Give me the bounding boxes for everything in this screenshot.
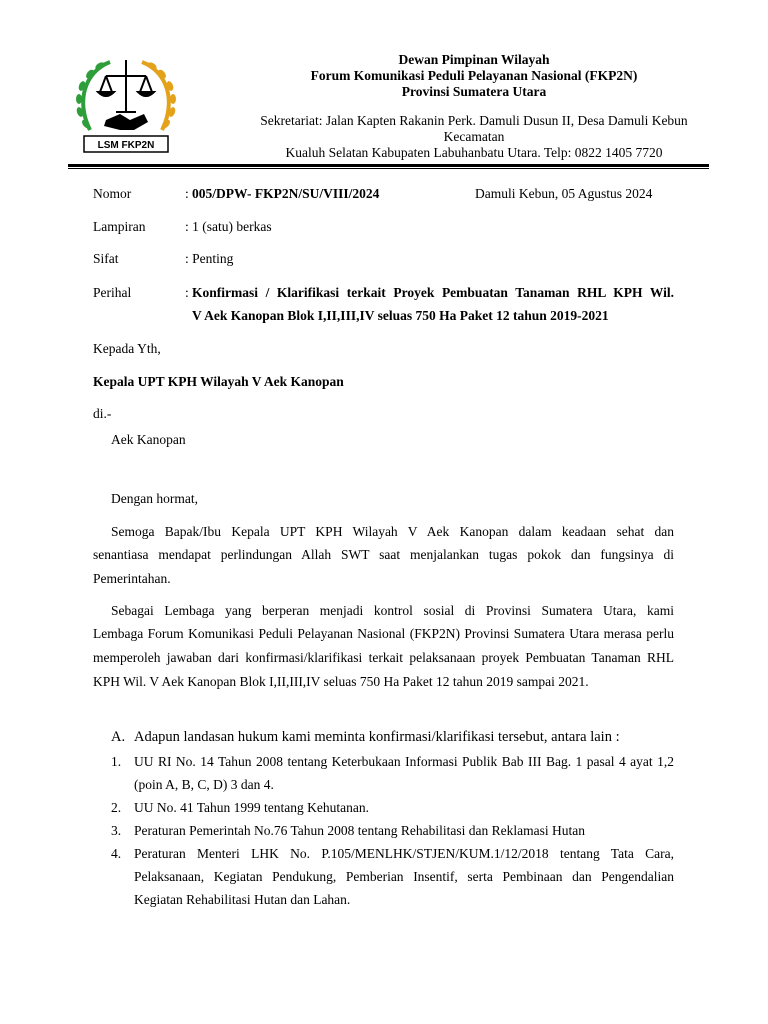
letterhead-divider-thin bbox=[68, 168, 709, 169]
list-item-number: 3. bbox=[111, 823, 122, 838]
section-a-marker: A. bbox=[111, 729, 126, 745]
sifat-label: Sifat bbox=[93, 251, 119, 266]
address-line1: Sekretariat: Jalan Kapten Rakanin Perk. Damuli Dusun II, Desa Damuli Kebun bbox=[260, 113, 688, 128]
paragraph-2-first-line: Sebagai Lembaga yang berperan menjadi kontrol sosial di Provinsi Sumatera Utara, kami bbox=[111, 603, 674, 618]
recipient: Kepala UPT KPH Wilayah V Aek Kanopan bbox=[93, 374, 344, 389]
list-item: Peraturan Pemerintah No.76 Tahun 2008 tentang Rehabilitasi dan Reklamasi Hutan bbox=[134, 823, 585, 838]
section-a-title: Adapun landasan hukum kami meminta konfirmasi/klarifikasi tersebut, antara lain : bbox=[134, 729, 620, 745]
organization-logo bbox=[70, 54, 182, 158]
nomor-value: 005/DPW- FKP2N/SU/VIII/2024 bbox=[192, 186, 380, 201]
paragraph-1-first-line: Semoga Bapak/Ibu Kepala UPT KPH Wilayah V Aek Kanopan dalam keadaan sehat dan bbox=[111, 524, 674, 539]
letterhead-divider bbox=[68, 164, 709, 167]
recipient-di: di.- bbox=[93, 406, 112, 421]
perihal-line1: Konfirmasi / Klarifikasi terkait Proyek Pembuatan Tanaman RHL KPH Wil. bbox=[192, 285, 674, 300]
greeting: Dengan hormat, bbox=[111, 491, 198, 506]
lampiran-value: : 1 (satu) berkas bbox=[185, 219, 272, 234]
logo-banner-text: LSM FKP2N bbox=[97, 140, 155, 151]
list-item: UU RI No. 14 Tahun 2008 tentang Keterbukaan Informasi Publik Bab III Bag. 1 pasal 4 ayat 1,2 (poin A, B, C, D) 3 dan 4. bbox=[134, 754, 674, 792]
list-item-number: 1. bbox=[111, 754, 122, 769]
nomor-label: Nomor bbox=[93, 186, 132, 201]
nomor-colon: : bbox=[185, 186, 189, 201]
list-item-number: 2. bbox=[111, 800, 122, 815]
org-name-line2: Forum Komunikasi Peduli Pelayanan Nasional (FKP2N) bbox=[310, 68, 638, 83]
perihal-line2: V Aek Kanopan Blok I,II,III,IV seluas 750 Ha Paket 12 tahun 2019-2021 bbox=[192, 308, 609, 323]
place-date: Damuli Kebun, 05 Agustus 2024 bbox=[475, 186, 653, 201]
lampiran-label: Lampiran bbox=[93, 219, 146, 234]
perihal-label: Perihal bbox=[93, 285, 132, 300]
list-item: Peraturan Menteri LHK No. P.105/MENLHK/STJEN/KUM.1/12/2018 tentang Tata Cara, Pelaksanaan, Kegiatan Pendukung, Pemberian Insentif, serta Pembinaan dan Pengendalian Kegiatan Rehabilitasi Hutan dan Lahan. bbox=[134, 846, 674, 907]
recipient-place: Aek Kanopan bbox=[111, 432, 186, 447]
list-item-number: 4. bbox=[111, 846, 122, 861]
perihal-colon: : bbox=[185, 285, 189, 300]
paragraph-1-rest: senantiasa mendapat perlindungan Allah SWT saat menjalankan tugas pokok dan fungsinya di Pemerintahan. bbox=[93, 547, 674, 586]
salutation-kepada: Kepada Yth, bbox=[93, 341, 161, 356]
org-name-line1: Dewan Pimpinan Wilayah bbox=[398, 52, 550, 67]
address-line3: Kualuh Selatan Kabupaten Labuhanbatu Utara. Telp: 0822 1405 7720 bbox=[285, 145, 663, 160]
paragraph-2-rest: Lembaga Forum Komunikasi Peduli Pelayanan Nasional (FKP2N) Provinsi Sumatera Utara merasa perlu memperoleh jawaban dari konfirmasi/klarifikasi terkait pelaksanaan proyek Pembuatan Tanaman RHL KPH Wil. V Aek Kanopan Blok I,II,III,IV seluas 750 Ha Paket 12 tahun 2019 sampai 2021. bbox=[93, 626, 674, 689]
org-name-line3: Provinsi Sumatera Utara bbox=[401, 84, 547, 99]
sifat-value: : Penting bbox=[185, 251, 234, 266]
list-item: UU No. 41 Tahun 1999 tentang Kehutanan. bbox=[134, 800, 370, 815]
address-line2: Kecamatan bbox=[443, 129, 505, 144]
